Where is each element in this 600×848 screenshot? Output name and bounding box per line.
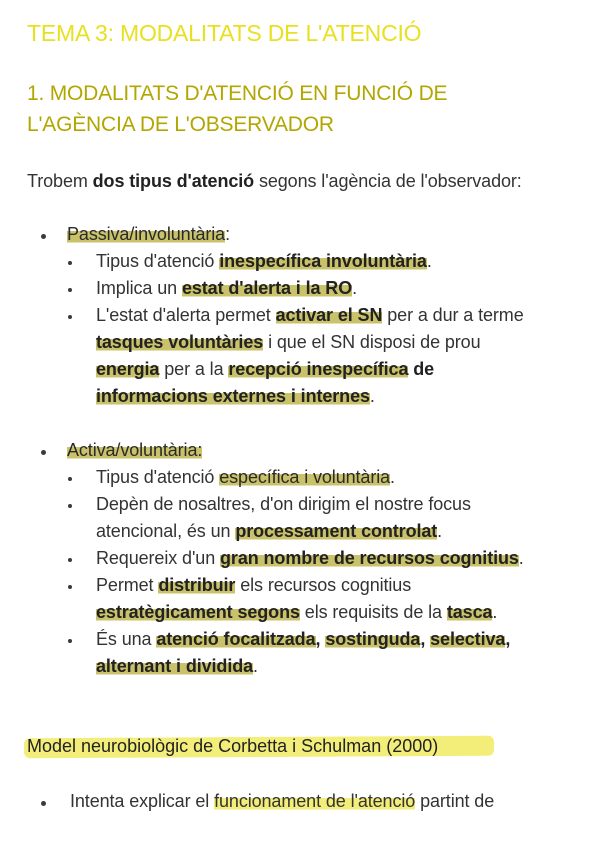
activa-item-2-line-1: Depèn de nosaltres, d'on dirigim el nostre focus	[96, 494, 471, 514]
bullet-icon	[68, 288, 72, 292]
passiva-item-3-line-1: L'estat d'alerta permet activar el SN per a dur a terme	[96, 305, 524, 325]
intro-paragraph: Trobem dos tipus d'atenció segons l'agència de l'observador:	[27, 171, 522, 191]
bullet-icon	[68, 504, 72, 508]
bullet-icon	[68, 261, 72, 265]
activa-item-5-line-1: És una atenció focalitzada, sostinguda, selectiva,	[96, 629, 511, 649]
intro-strong: dos tipus d'atenció	[92, 171, 255, 191]
bullet-icon	[41, 801, 46, 806]
activa-item-4-line-1: Permet distribuir els recursos cognitius	[96, 575, 412, 595]
passiva-item-3-line-4: informacions externes i internes.	[96, 386, 375, 406]
bullet-icon	[41, 450, 46, 455]
activa-item-3: Requereix d'un gran nombre de recursos cognitius.	[96, 548, 524, 568]
bullet-icon	[68, 585, 72, 589]
bullet-icon	[68, 315, 72, 319]
activa-item-1: Tipus d'atenció específica i voluntària.	[96, 467, 395, 487]
passiva-item-3-line-3: energia per a la recepció inespecífica de	[96, 359, 435, 379]
passiva-item-2: Implica un estat d'alerta i la RO.	[96, 278, 358, 298]
passiva-item-1: Tipus d'atenció inespecífica involuntària.	[96, 251, 432, 271]
bullet-icon	[68, 558, 72, 562]
section-heading-line-1: 1. MODALITATS D'ATENCIÓ EN FUNCIÓ DE	[27, 82, 448, 105]
activa-item-4-line-2: estratègicament segons els requisits de la tasca.	[96, 602, 498, 622]
activa-item-5-line-2: alternant i dividida.	[96, 656, 258, 676]
page-title: TEMA 3: MODALITATS DE L'ATENCIÓ	[27, 20, 422, 46]
activa-item-2-line-2: atencional, és un processament controlat.	[96, 521, 443, 541]
bullet-icon	[41, 234, 46, 239]
model-item-1: Intenta explicar el funcionament de l'atenció partint de	[70, 791, 495, 811]
bullet-icon	[68, 477, 72, 481]
bullet-icon	[68, 639, 72, 643]
model-title: Model neurobiològic de Corbetta i Schulman (2000)	[27, 736, 439, 756]
section-heading-line-2: L'AGÈNCIA DE L'OBSERVADOR	[27, 113, 334, 136]
passiva-label: Passiva/involuntària:	[67, 224, 230, 244]
activa-label: Activa/voluntària:	[67, 440, 203, 460]
passiva-item-3-line-2: tasques voluntàries i que el SN disposi de prou	[96, 332, 481, 352]
